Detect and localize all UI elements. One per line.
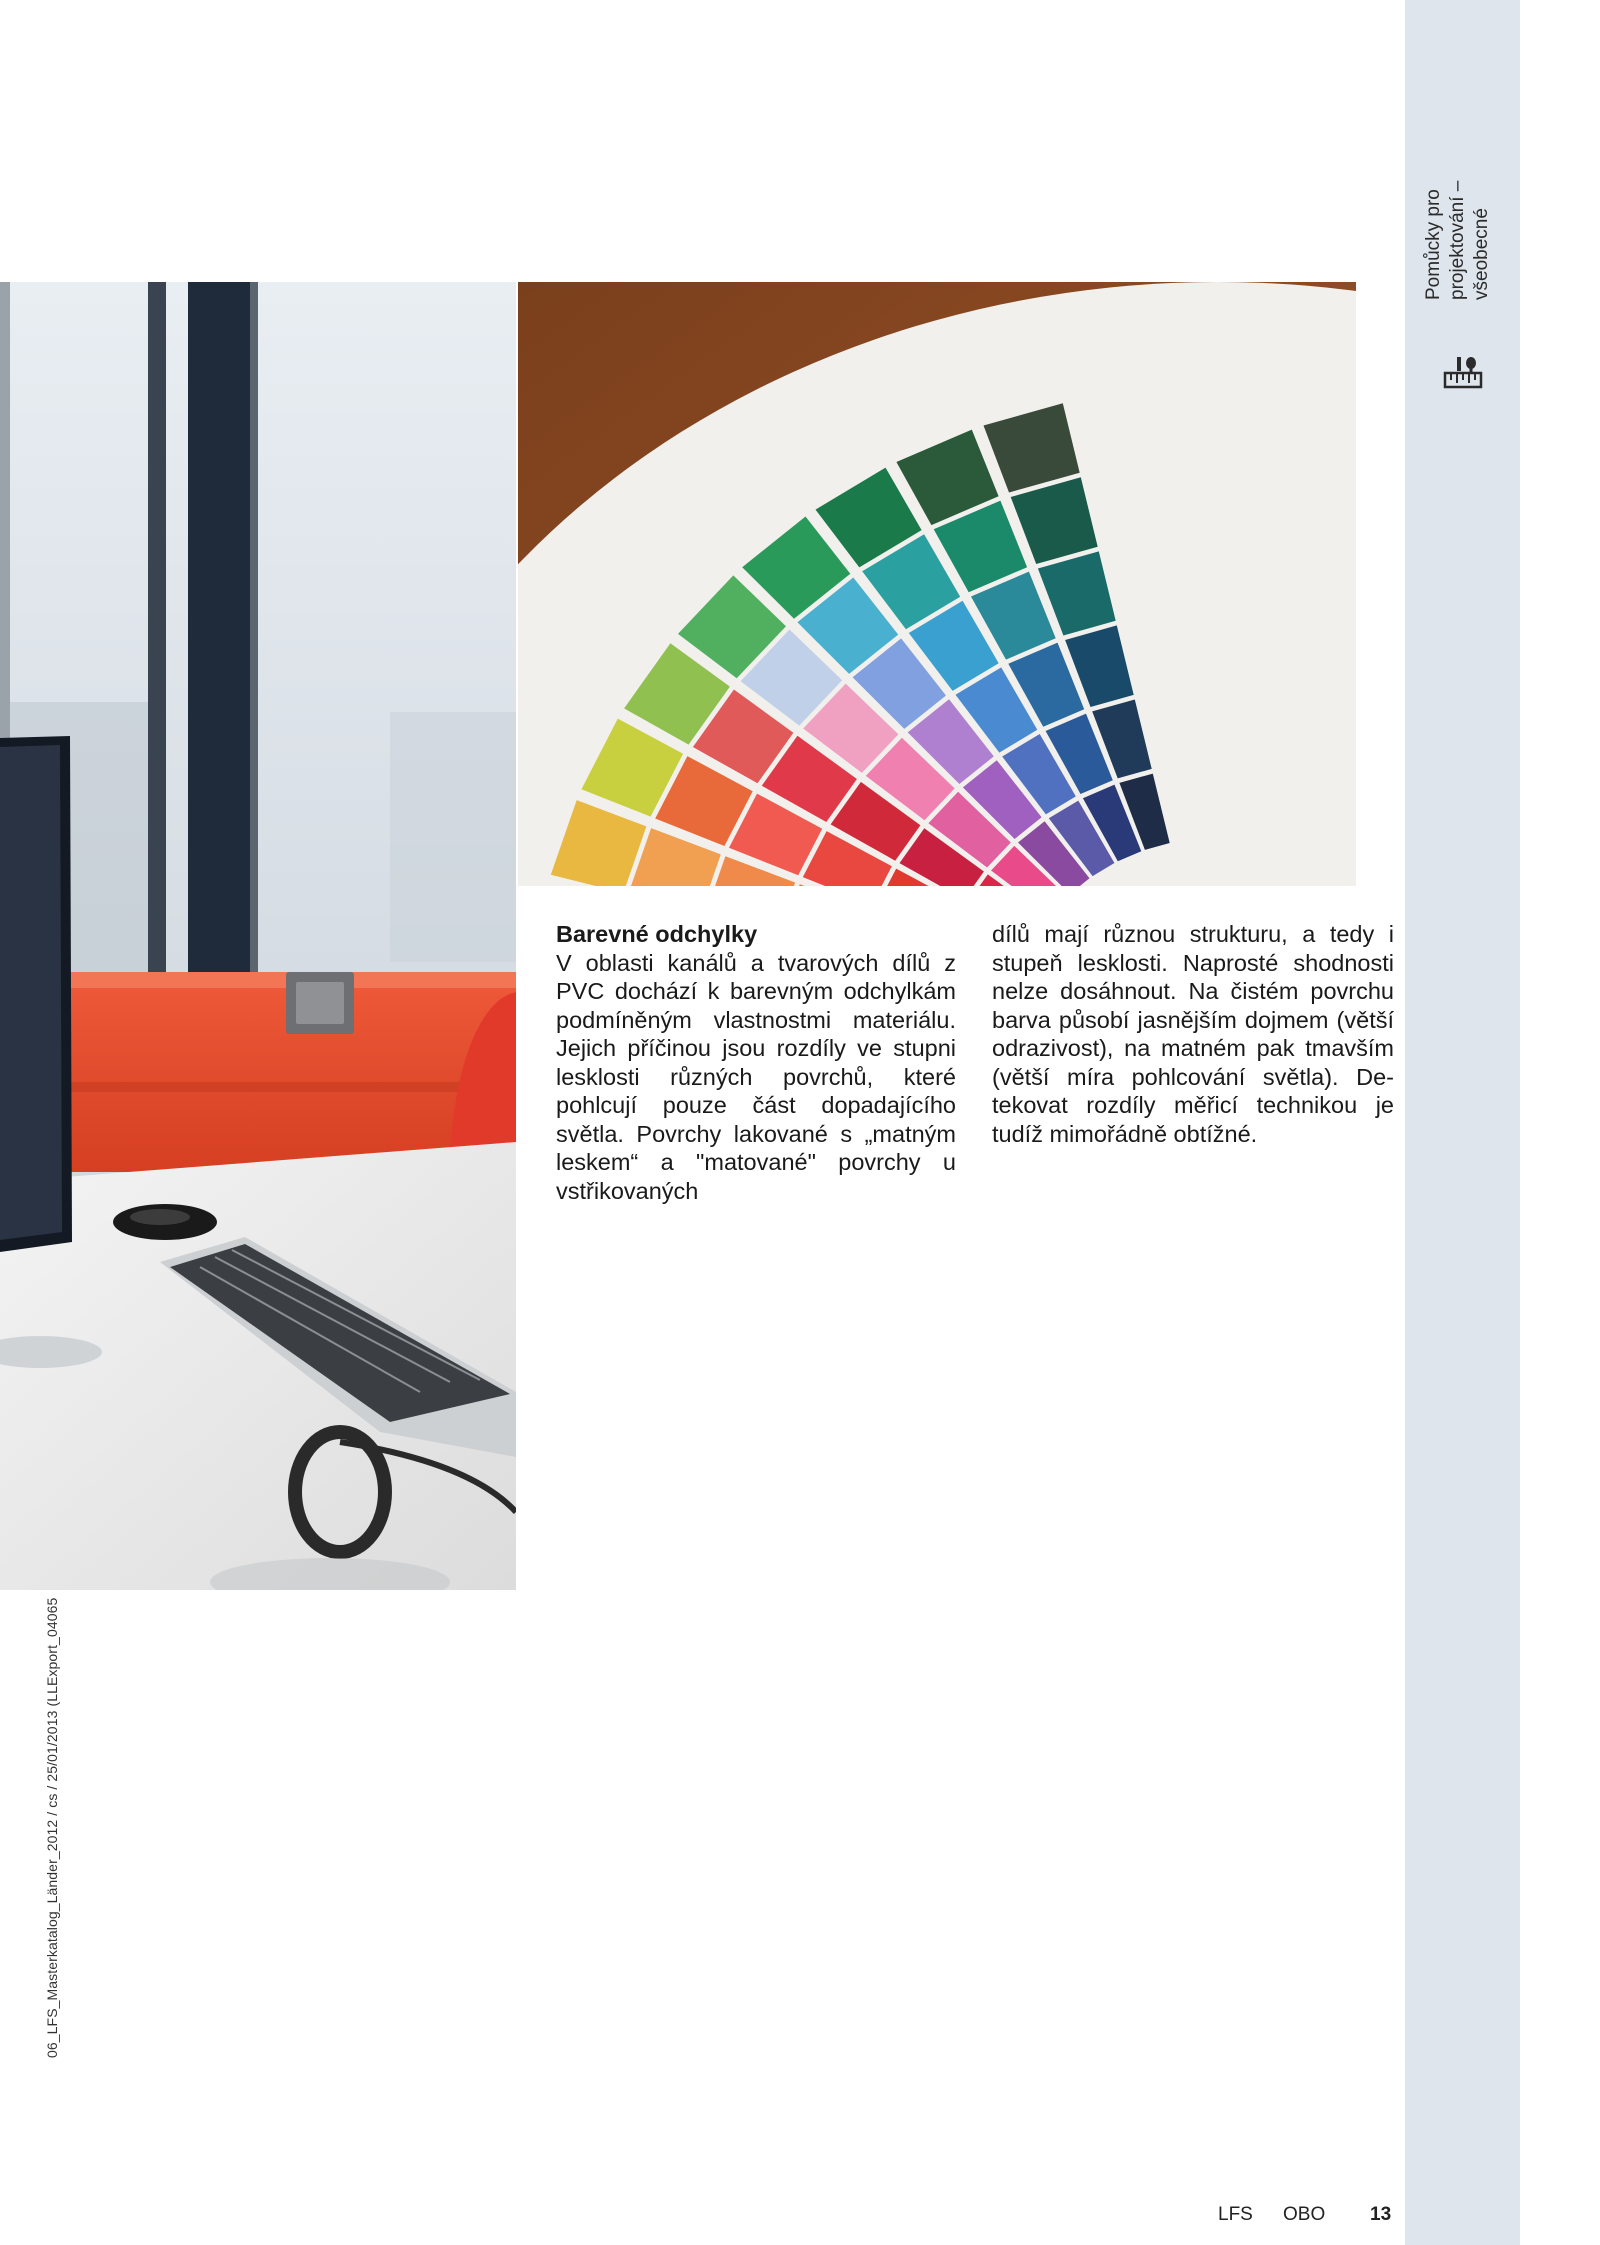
article-column-2 bbox=[992, 920, 1394, 1148]
section-label-line-3: všeobecné bbox=[1471, 208, 1492, 300]
article-column-1 bbox=[556, 920, 956, 1205]
article-text-col1: V oblasti kanálů a tvarových dílů z PVC dochází k barevným odchylkám podmíněným vlastnostmi materiálu. Jejich příčinou jsou rozdíly ve stupni lesklosti různých povrchů, které pohlcují pouze část dopadajícího světla. Povrchy lakované s „matným leskem“ a "matované" povrchy u vstřikovaných bbox=[556, 949, 956, 1204]
article-heading: Barevné odchylky bbox=[556, 921, 758, 947]
color-swatch-fan-photo bbox=[518, 282, 1356, 886]
office-desk-photo bbox=[0, 282, 516, 1590]
file-path-note: 06_LFS_Masterkatalog_Länder_2012 / cs / 25/01/2013 (LLExport_04065 bbox=[44, 1597, 60, 2058]
footer-brand-lfs: LFS bbox=[1218, 2204, 1253, 2225]
ruler-screwdriver-icon bbox=[1443, 355, 1483, 391]
section-label-line-2: projektování – bbox=[1447, 180, 1468, 300]
footer-brand-obo: OBO bbox=[1283, 2204, 1326, 2225]
section-label bbox=[1422, 160, 1494, 300]
section-label-line-1: Pomůcky pro bbox=[1423, 189, 1444, 300]
page-number: 13 bbox=[1370, 2204, 1392, 2225]
article-text-col2: dílů mají různou strukturu, a tedy i stupeň lesklosti. Naprosté shodnosti nelze dosáhnout. Na čistém povrchu barva působí jasnějším dojmem (větší odrazivost), na matném pak tmavším (větší míra pohlcování světla). Detekovat rozdíly měřicí technikou je tudíž mimořádně obtížné. bbox=[992, 921, 1394, 1147]
side-tab-band bbox=[1405, 0, 1520, 2245]
